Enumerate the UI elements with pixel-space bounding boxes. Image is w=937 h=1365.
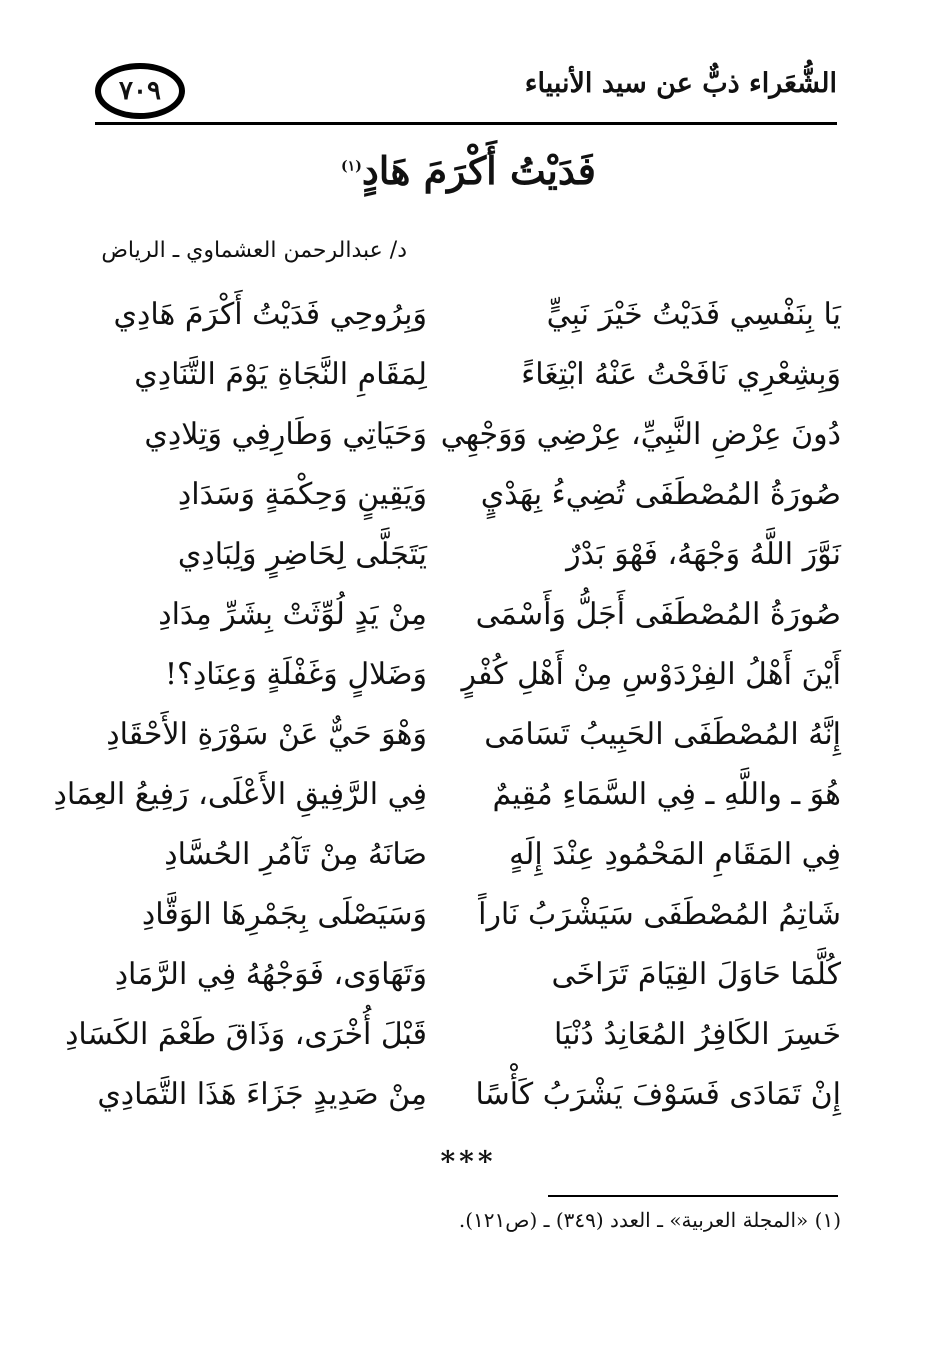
verse-left-11: وَسَيَصْلَى بِجَمْرِهَا الوَقَّادِ [141,897,427,932]
verse-left-10: صَانَهُ مِنْ تَآمُرِ الحُسَّادِ [164,837,427,872]
verse-left-9: فِي الرَّفِيقِ الأَعْلَى، رَفِيعُ العِمَادِ [53,777,427,812]
verse-left-6: مِنْ يَدٍ لُوِّثَتْ بِشَرِّ مِدَادِ [158,597,427,632]
verse-left-12: وَتَهَاوَى، فَوَجْهُهُ فِي الرَّمَادِ [114,957,427,992]
verse-column-left [53,285,427,1125]
verse-right-13: خَسِرَ الكَافِرُ المُعَانِدُ دُنْيَا [554,1017,841,1052]
verse-column-right [440,285,841,1125]
verse-right-8: إِنَّهُ المُصْطَفَى الحَبِيبُ تَسَامَى [484,717,841,752]
verse-left-3: وَحَيَاتِي وَطَارِفِي وَتِلادِي [144,417,427,452]
footnote-rule [548,1195,838,1197]
verse-right-10: فِي المَقَامِ المَحْمُودِ عِنْدَ إِلَهٍ [509,837,841,872]
verse-right-12: كُلَّمَا حَاوَلَ القِيَامَ تَرَاخَى [551,957,841,992]
poem-title [0,148,937,193]
verse-right-6: صُورَةُ المُصْطَفَى أَجَلُّ وَأَسْمَى [475,597,841,632]
verse-right-11: شَاتِمُ المُصْطَفَى سَيَشْرَبُ نَاراً [478,897,841,932]
verse-left-14: مِنْ صَدِيدٍ جَزَاءَ هَذَا التَّمَادِي [97,1077,427,1112]
verse-right-7: أَيْنَ أَهْلُ الفِرْدَوْسِ مِنْ أَهْلِ كُفْرٍ [461,657,841,692]
verse-right-9: هُوَ ـ واللَّهِ ـ فِي السَّمَاءِ مُقِيمٌ [492,777,841,812]
poem-title-text: فَدَيْتُ أَكْرَمَ هَادٍ [361,148,596,193]
verse-left-1: وَبِرُوحِي فَدَيْتُ أَكْرَمَ هَادِي [113,297,427,332]
verse-left-13: قَبْلَ أُخْرَى، وَذَاقَ طَعْمَ الكَسَادِ [65,1017,427,1052]
verse-right-1: يَا بِنَفْسِي فَدَيْتُ خَيْرَ نَبِيٍّ [546,297,841,332]
verse-right-4: صُورَةُ المُصْطَفَى تُضِيءُ بِهَدْيٍ [480,477,841,512]
verse-left-7: وَضَلالٍ وَغَفْلَةٍ وَعِنَادِ؟! [164,657,427,692]
verse-right-3: دُونَ عِرْضِ النَّبِيِّ، عِرْضِي وَوَجْهِي [440,417,841,452]
section-end-stars: *** [440,1145,497,1178]
verse-right-2: وَبِشِعْرِي نَافَحْتُ عَنْهُ ابْتِغَاءً [521,357,841,392]
page-header [95,60,837,128]
header-rule [95,122,837,125]
verse-right-14: إِنْ تَمَادَى فَسَوْفَ يَشْرَبُ كَأْسًا [475,1077,841,1112]
verse-left-2: لِمَقَامِ النَّجَاةِ يَوْمَ التَّنَادِي [134,357,427,392]
verse-left-5: يَتَجَلَّى لِحَاضِرٍ وَلِبَادِي [177,537,427,572]
verse-left-8: وَهْوَ حَيٌّ عَنْ سَوْرَةِ الأَحْقَادِ [106,717,427,752]
footnote: (١) «المجلة العربية» ـ العدد (٣٤٩) ـ (ص١٢١). [458,1208,841,1232]
page-number: ٧٠٩ [119,76,161,106]
running-title: الشُّعَراء ذبٌّ عن سيد الأنبياء [524,68,837,99]
verse-left-4: وَيَقِينٍ وَحِكْمَةٍ وَسَدَادِ [177,477,427,512]
poem-author: د/ عبدالرحمن العشماوي ـ الرياض [101,238,407,263]
verse-right-5: نَوَّرَ اللَّهُ وَجْهَهُ، فَهْوَ بَدْرٌ [566,537,841,572]
page-number-badge [95,63,185,119]
footnote-marker: (١) [341,158,362,175]
